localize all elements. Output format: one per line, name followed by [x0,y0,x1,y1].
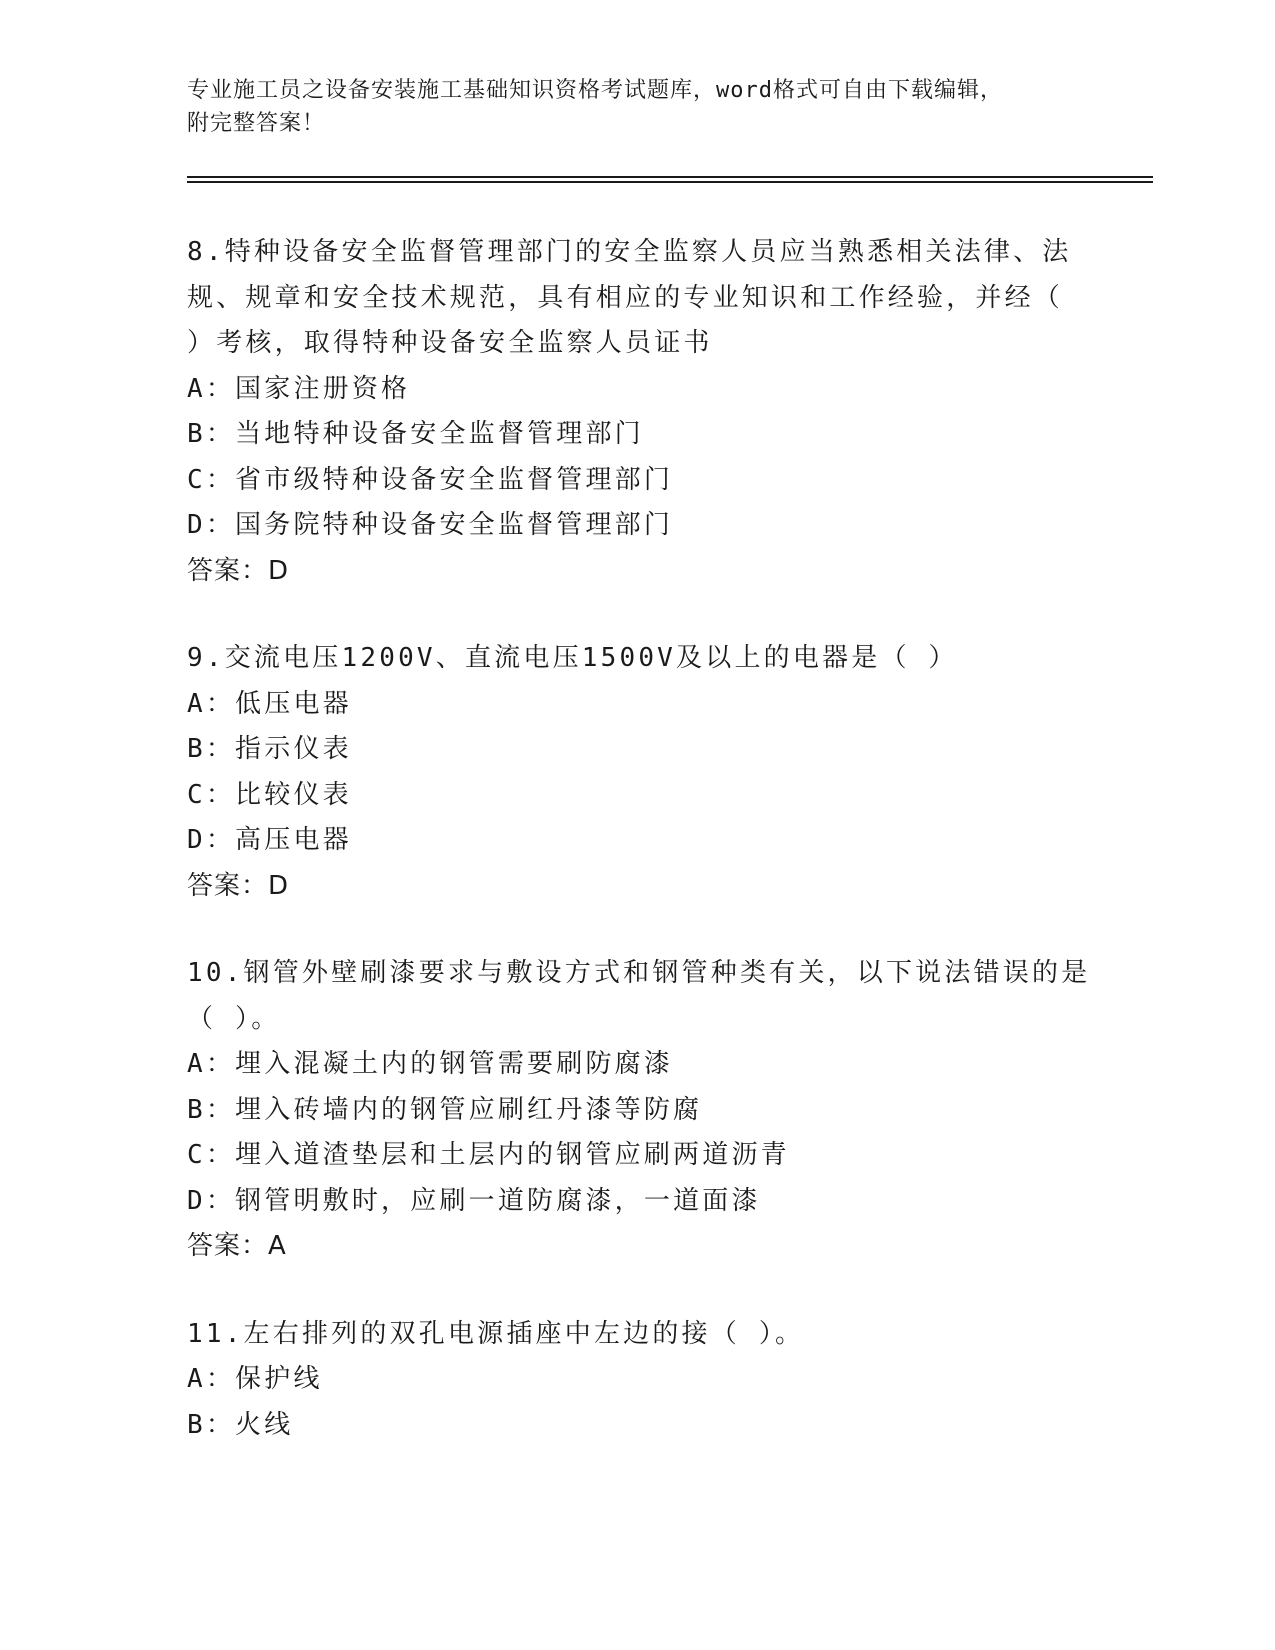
option-d: D：国务院特种设备安全监督管理部门 [187,510,674,540]
answer-text: 答案：D [187,870,290,901]
answer-text: 答案：A [187,1231,287,1261]
option-d: D：高压电器 [187,825,352,855]
header-line: 专业施工员之设备安装施工基础知识资格考试题库，word格式可自由下载编辑， [187,78,1003,103]
option-a: A：低压电器 [187,688,352,719]
question-text: 规、规章和安全技术规范，具有相应的专业知识和工作经验，并经（ [187,282,1064,313]
question-item [187,230,1087,594]
option-c: C：比较仪表 [187,779,352,810]
option-c: C：埋入道渣垫层和土层内的钢管应刷两道沥青 [187,1140,790,1170]
answer-text: 答案：D [187,555,290,586]
option-c: C：省市级特种设备安全监督管理部门 [187,464,674,495]
option-b: B：埋入砖墙内的钢管应刷红丹漆等防腐 [187,1094,703,1125]
option-a: A：保护线 [187,1364,323,1394]
question-text: 11.左右排列的双孔电源插座中左边的接（ ）。 [187,1318,805,1349]
question-item [187,636,1087,909]
option-a: A：国家注册资格 [187,373,411,404]
header-divider [187,176,1153,178]
header-line: 附完整答案！ [187,111,326,136]
option-a: A：埋入混凝土内的钢管需要刷防腐漆 [187,1049,674,1079]
question-text: 10.钢管外壁刷漆要求与敷设方式和钢管种类有关，以下说法错误的是 [187,958,1091,988]
option-b: B：指示仪表 [187,734,352,764]
question-item [187,1312,1087,1449]
header-divider [187,181,1153,183]
document-header [187,74,1067,140]
option-b: B：当地特种设备安全监督管理部门 [187,419,644,449]
option-b: B：火线 [187,1409,294,1440]
question-text: ）考核，取得特种设备安全监察人员证书 [187,328,713,358]
option-d: D：钢管明敷时，应刷一道防腐漆，一道面漆 [187,1185,761,1216]
question-text: 9.交流电压1200V、直流电压1500V及以上的电器是（ ） [187,643,958,673]
question-item [187,951,1091,1270]
question-text: 8.特种设备安全监督管理部门的安全监察人员应当熟悉相关法律、法 [187,237,1072,267]
question-list [187,230,1091,1490]
question-text: （ ）。 [187,1003,281,1034]
